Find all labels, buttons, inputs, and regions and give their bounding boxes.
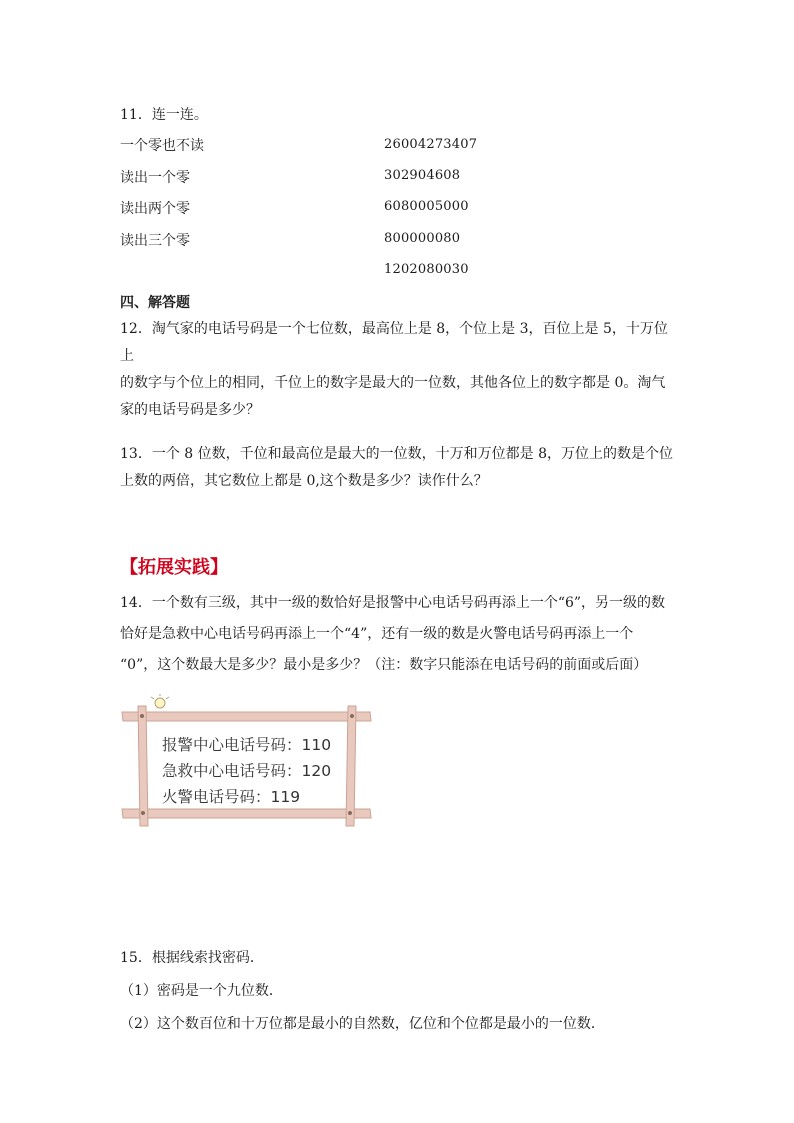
q14-line: 14．一个数有三级，其中一级的数恰好是报警中心电话号码再添上一个“6”，另一级的数 [120, 595, 666, 611]
q11-right-item: 1202080030 [384, 262, 469, 277]
sign-line: 报警中心电话号码：110 [162, 736, 332, 754]
q11-right-item: 800000080 [384, 231, 461, 246]
q11-left-item: 一个零也不读 [120, 138, 204, 154]
q14-line: 恰好是急救中心电话号码再添上一个“4”，还有一级的数是火警电话号码再添上一个 [120, 626, 634, 642]
sign-line: 急救中心电话号码：120 [162, 762, 332, 780]
q12-line: 家的电话号码是多少？ [120, 402, 260, 418]
q11-right-item: 6080005000 [384, 199, 469, 214]
q12-line: 的数字与个位上的相同，千位上的数字是最大的一位数，其他各位上的数字都是 0。淘气 [120, 375, 666, 391]
q11-right-item: 26004273407 [384, 137, 478, 152]
q15-line: 15．根据线索找密码． [120, 950, 264, 966]
q12-line: 12．淘气家的电话号码是一个七位数，最高位上是 8，个位上是 3，百位上是 5，十万位上 [120, 321, 668, 364]
section-heading: 四、解答题 [120, 295, 190, 311]
phone-number-sign [120, 694, 375, 829]
q11-title: 11．连一连。 [120, 107, 208, 123]
sign-line: 火警电话号码：119 [162, 788, 301, 806]
q15-text [120, 942, 680, 1041]
q13-line: 上数的两倍，其它数位上都是 0,这个数是多少？读作什么？ [120, 473, 488, 489]
q13-line: 13．一个 8 位数，千位和最高位是最大的一位数，十万和万位都是 8，万位上的数是个位 [120, 446, 673, 462]
q15-line: （2）这个数百位和十万位都是最小的自然数，亿位和个位都是最小的一位数． [120, 1016, 605, 1032]
q11-right-item: 302904608 [384, 168, 461, 183]
q14-text [120, 588, 680, 681]
q11-left-item: 读出两个零 [120, 201, 190, 217]
q11-left-item: 读出三个零 [120, 233, 190, 249]
q13-text [120, 441, 680, 495]
q11-left-item: 读出一个零 [120, 170, 190, 186]
section-heading-extend: 【拓展实践】 [120, 557, 228, 578]
q12-text [120, 316, 680, 424]
q15-line: （1）密码是一个九位数． [120, 983, 283, 999]
light-bulb-icon [151, 694, 169, 708]
q14-line: “0”，这个数最大是多少？最小是多少？（注：数字只能添在电话号码的前面或后面） [120, 657, 648, 673]
